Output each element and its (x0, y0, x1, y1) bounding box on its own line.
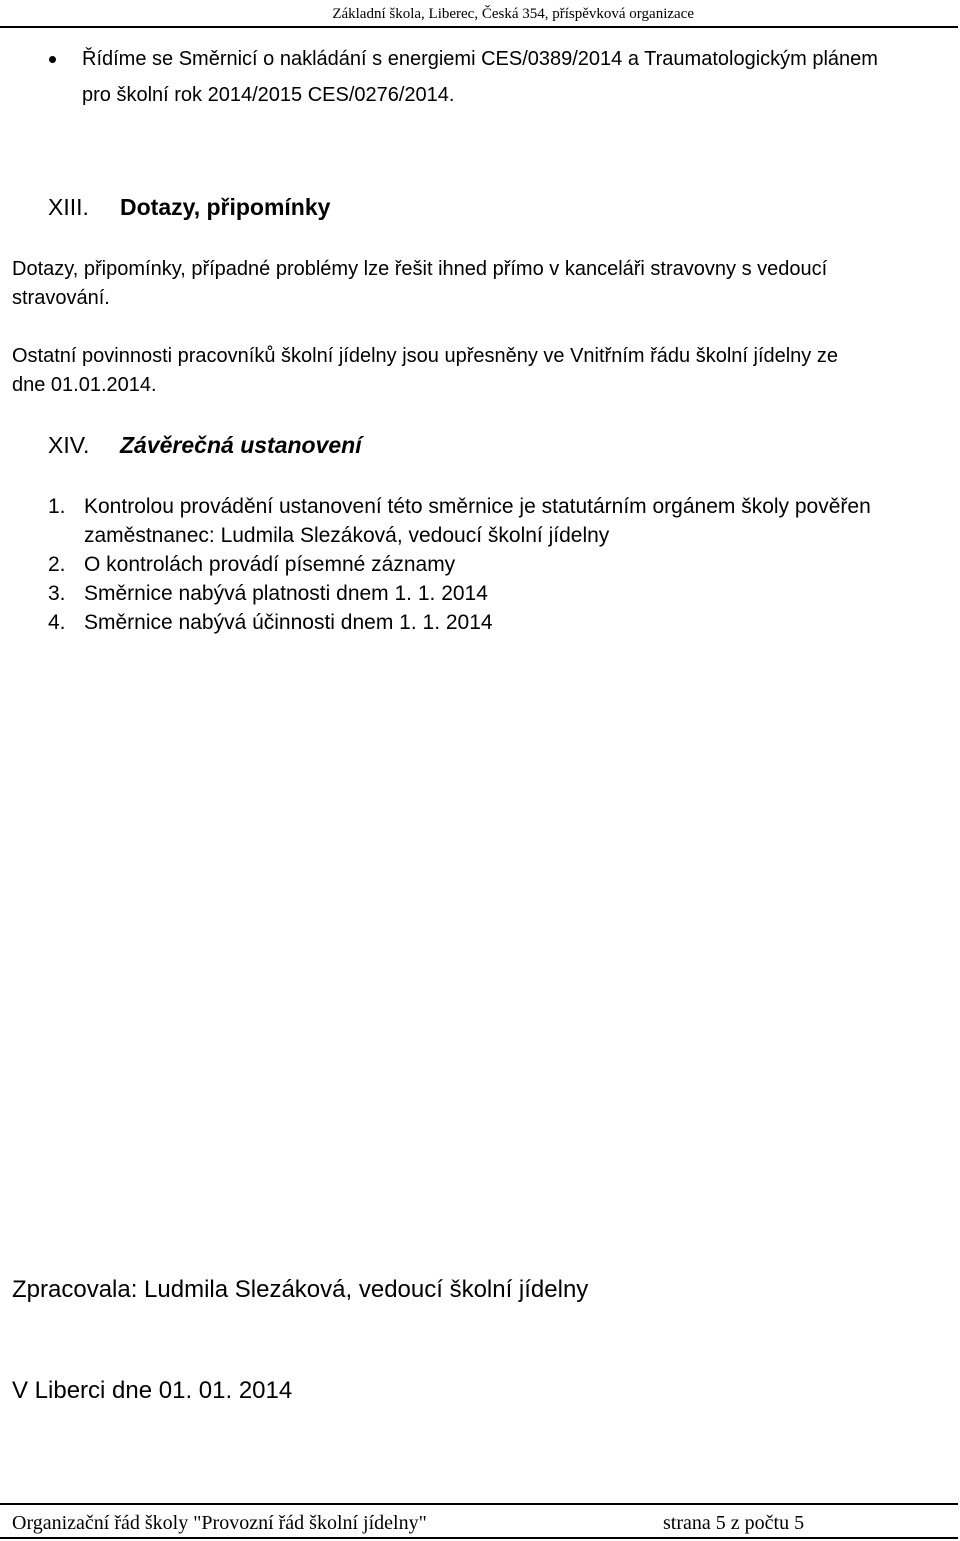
footer-document-title: Organizační řád školy "Provozní řád školní jídelny" (12, 1512, 427, 1534)
header-text: Základní škola, Liberec, Česká 354, příspěvková organizace (332, 6, 694, 22)
footer-page-number: strana 5 z počtu 5 (663, 1512, 805, 1534)
list-item-number: 1. (48, 495, 66, 518)
place-date: V Liberci dne 01. 01. 2014 (12, 1377, 293, 1404)
section-13-para2-line1: Ostatní povinnosti pracovníků školní jídelny jsou upřesněny ve Vnitřním řádu školní jídelny ze (12, 345, 838, 367)
list-item-text: Kontrolou provádění ustanovení této směrnice je statutárním orgánem školy pověřen (84, 495, 871, 518)
list-item-number: 2. (48, 553, 66, 576)
bullet-line-2: pro školní rok 2014/2015 CES/0276/2014. (82, 84, 455, 106)
section-14-title: Závěrečná ustanovení (120, 432, 362, 458)
section-13-title: Dotazy, připomínky (120, 194, 331, 220)
list-item-text: zaměstnanec: Ludmila Slezáková, vedoucí školní jídelny (84, 524, 610, 547)
section-13-number: XIII. (48, 194, 89, 220)
prepared-by: Zpracovala: Ludmila Slezáková, vedoucí školní jídelny (12, 1276, 589, 1303)
section-13-para2-line2: dne 01.01.2014. (12, 374, 157, 396)
bullet-icon (49, 56, 56, 63)
section-13-para1-line2: stravování. (12, 287, 110, 309)
list-item-text: Směrnice nabývá účinnosti dnem 1. 1. 2014 (84, 611, 493, 634)
bullet-line-1: Řídíme se Směrnicí o nakládání s energiemi CES/0389/2014 a Traumatologickým plánem (82, 48, 878, 70)
list-item-text: O kontrolách provádí písemné záznamy (84, 553, 456, 576)
list-item-number: 3. (48, 582, 66, 605)
section-13-para1-line1: Dotazy, připomínky, případné problémy lze řešit ihned přímo v kanceláři stravovny s vedoucí (12, 258, 828, 280)
list-item-text: Směrnice nabývá platnosti dnem 1. 1. 2014 (84, 582, 488, 605)
section-14-number: XIV. (48, 432, 90, 458)
page-footer (0, 1503, 958, 1539)
page-header (0, 0, 958, 28)
list-item-number: 4. (48, 611, 66, 634)
